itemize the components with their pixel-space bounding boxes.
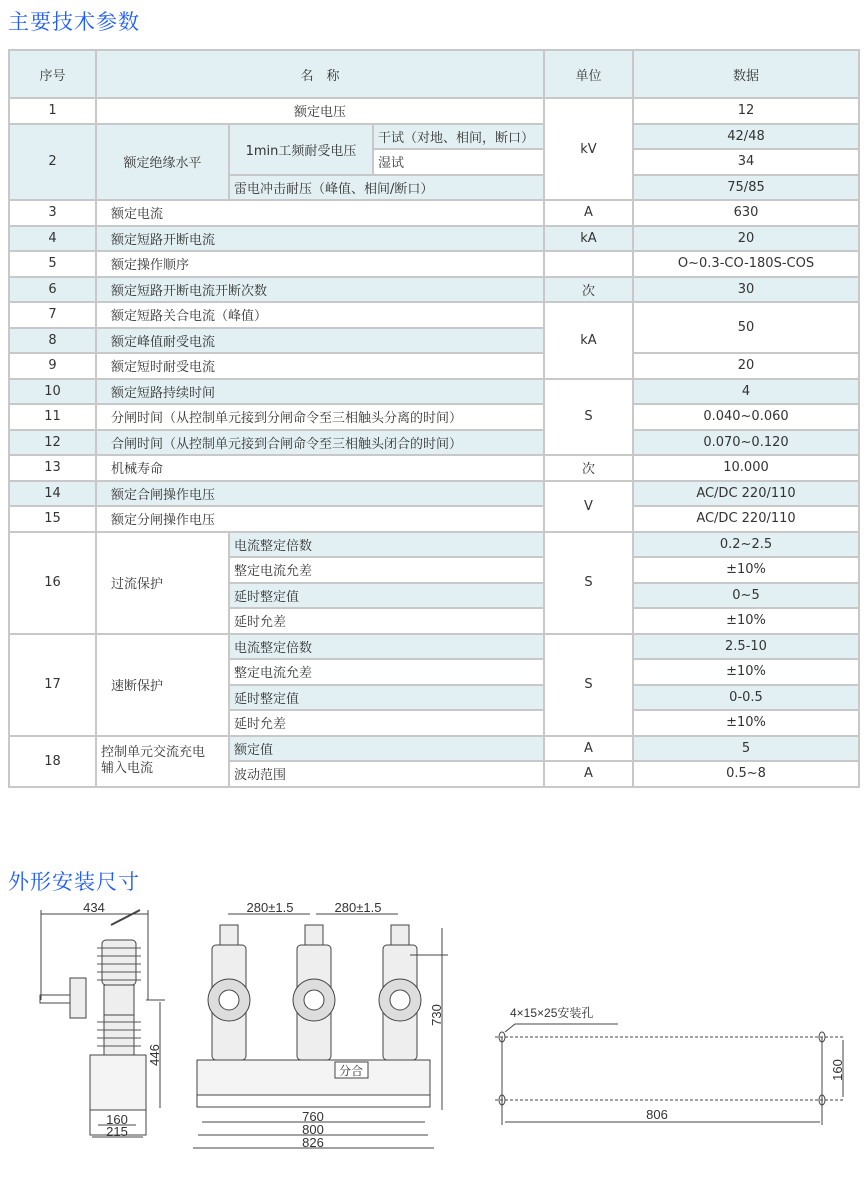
value: 2.5-10 bbox=[633, 634, 859, 660]
param-name: 机械寿命 bbox=[96, 455, 544, 481]
seq: 5 bbox=[9, 251, 96, 277]
param-name: 额定电流 bbox=[96, 200, 544, 226]
value: 0.2~2.5 bbox=[633, 532, 859, 558]
value: 5 bbox=[633, 736, 859, 762]
table-row bbox=[9, 302, 859, 328]
value: 10.000 bbox=[633, 455, 859, 481]
table-row bbox=[9, 124, 859, 150]
param-name-line: 控制单元交流充电 bbox=[101, 745, 206, 760]
table-row bbox=[9, 353, 859, 379]
value: 630 bbox=[633, 200, 859, 226]
param-name: 额定短时耐受电流 bbox=[96, 353, 544, 379]
value: AC/DC 220/110 bbox=[633, 506, 859, 532]
table-row bbox=[9, 200, 859, 226]
seq: 11 bbox=[9, 404, 96, 430]
unit: V bbox=[544, 481, 633, 532]
seq: 6 bbox=[9, 277, 96, 303]
dimension-drawings bbox=[0, 895, 867, 1180]
unit: 次 bbox=[544, 277, 633, 303]
param-name: 额定绝缘水平 bbox=[96, 124, 229, 201]
param-name: 过流保护 bbox=[96, 532, 229, 634]
unit bbox=[544, 251, 633, 277]
value: 12 bbox=[633, 98, 859, 124]
seq: 12 bbox=[9, 430, 96, 456]
param-subname: 1min工频耐受电压 bbox=[229, 124, 373, 175]
seq: 18 bbox=[9, 736, 96, 787]
value: AC/DC 220/110 bbox=[633, 481, 859, 507]
value: 20 bbox=[633, 353, 859, 379]
param-subname: 湿试 bbox=[373, 149, 544, 175]
param-name: 额定短路开断电流 bbox=[96, 226, 544, 252]
value: 34 bbox=[633, 149, 859, 175]
param-subname: 干试（对地、相间，断口） bbox=[373, 124, 544, 150]
param-subname: 电流整定倍数 bbox=[229, 634, 544, 660]
header-seq: 序号 bbox=[9, 50, 96, 98]
table-row bbox=[9, 251, 859, 277]
seq: 7 bbox=[9, 302, 96, 328]
unit: S bbox=[544, 634, 633, 736]
table-row bbox=[9, 455, 859, 481]
seq: 10 bbox=[9, 379, 96, 405]
dim-side-width: 434 bbox=[83, 900, 105, 915]
value: 75/85 bbox=[633, 175, 859, 201]
param-subname: 整定电流允差 bbox=[229, 659, 544, 685]
table-row bbox=[9, 277, 859, 303]
unit: 次 bbox=[544, 455, 633, 481]
value: ±10% bbox=[633, 710, 859, 736]
param-subname: 延时允差 bbox=[229, 710, 544, 736]
param-subname: 雷电冲击耐压（峰值、相间/断口） bbox=[229, 175, 544, 201]
param-name: 分闸时间（从控制单元接到分闸命令至三相触头分离的时间） bbox=[96, 404, 544, 430]
unit: kA bbox=[544, 302, 633, 379]
value: ±10% bbox=[633, 608, 859, 634]
section-title-specs: 主要技术参数 bbox=[8, 10, 140, 34]
unit: kV bbox=[544, 98, 633, 200]
param-subname: 波动范围 bbox=[229, 761, 544, 787]
seq: 15 bbox=[9, 506, 96, 532]
value: 50 bbox=[633, 302, 859, 353]
dim-front-760: 760 bbox=[302, 1109, 324, 1124]
header-unit: 单位 bbox=[544, 50, 633, 98]
seq: 2 bbox=[9, 124, 96, 201]
seq: 9 bbox=[9, 353, 96, 379]
param-name: 额定峰值耐受电流 bbox=[96, 328, 544, 354]
seq: 17 bbox=[9, 634, 96, 736]
unit: A bbox=[544, 200, 633, 226]
param-name: 额定短路关合电流（峰值） bbox=[96, 302, 544, 328]
table-row bbox=[9, 226, 859, 252]
value: 30 bbox=[633, 277, 859, 303]
param-name bbox=[96, 736, 229, 787]
table-row bbox=[9, 506, 859, 532]
mounting-plan bbox=[495, 1005, 845, 1125]
seq: 8 bbox=[9, 328, 96, 354]
dim-side-height: 446 bbox=[147, 1044, 162, 1066]
table-row bbox=[9, 430, 859, 456]
table-row bbox=[9, 736, 859, 762]
dim-plan-width: 806 bbox=[646, 1107, 668, 1122]
table-row bbox=[9, 634, 859, 660]
header-name: 名 称 bbox=[96, 50, 544, 98]
spec-table bbox=[8, 49, 860, 788]
param-name: 额定短路开断电流开断次数 bbox=[96, 277, 544, 303]
table-row bbox=[9, 532, 859, 558]
unit: A bbox=[544, 761, 633, 787]
value: 20 bbox=[633, 226, 859, 252]
dim-front-826: 826 bbox=[302, 1135, 324, 1150]
unit: kA bbox=[544, 226, 633, 252]
value: 0.070~0.120 bbox=[633, 430, 859, 456]
seq: 3 bbox=[9, 200, 96, 226]
value: 4 bbox=[633, 379, 859, 405]
table-row bbox=[9, 481, 859, 507]
dim-front-pitch-1: 280±1.5 bbox=[246, 900, 294, 915]
seq: 4 bbox=[9, 226, 96, 252]
dim-front-pitch-2: 280±1.5 bbox=[334, 900, 382, 915]
side-view bbox=[40, 900, 165, 1139]
front-label-open-close: 分合 bbox=[338, 1064, 364, 1078]
seq: 16 bbox=[9, 532, 96, 634]
table-row bbox=[9, 98, 859, 124]
dim-front-800: 800 bbox=[302, 1122, 324, 1137]
param-name: 额定短路持续时间 bbox=[96, 379, 544, 405]
header-data: 数据 bbox=[633, 50, 859, 98]
value: 0.5~8 bbox=[633, 761, 859, 787]
param-name: 额定分闸操作电压 bbox=[96, 506, 544, 532]
section-title-dimensions: 外形安装尺寸 bbox=[8, 870, 140, 894]
value: 0~5 bbox=[633, 583, 859, 609]
table-row bbox=[9, 379, 859, 405]
param-subname: 延时整定值 bbox=[229, 685, 544, 711]
dim-plan-depth: 160 bbox=[830, 1059, 845, 1081]
unit: S bbox=[544, 532, 633, 634]
seq: 14 bbox=[9, 481, 96, 507]
param-subname: 电流整定倍数 bbox=[229, 532, 544, 558]
param-subname: 延时允差 bbox=[229, 608, 544, 634]
param-subname: 延时整定值 bbox=[229, 583, 544, 609]
unit: S bbox=[544, 379, 633, 456]
param-name: 额定操作顺序 bbox=[96, 251, 544, 277]
value: O~0.3-CO-180S-COS bbox=[633, 251, 859, 277]
param-name: 额定合闸操作电压 bbox=[96, 481, 544, 507]
param-name-line: 辅入电流 bbox=[101, 761, 154, 776]
seq: 1 bbox=[9, 98, 96, 124]
value: ±10% bbox=[633, 659, 859, 685]
param-subname: 整定电流允差 bbox=[229, 557, 544, 583]
dim-side-base-inner: 160 bbox=[106, 1112, 128, 1127]
seq: 13 bbox=[9, 455, 96, 481]
value: ±10% bbox=[633, 557, 859, 583]
param-name: 速断保护 bbox=[96, 634, 229, 736]
dim-front-height: 730 bbox=[429, 1004, 444, 1026]
unit: A bbox=[544, 736, 633, 762]
param-name: 额定电压 bbox=[96, 98, 544, 124]
value: 42/48 bbox=[633, 124, 859, 150]
dim-side-base-outer: 215 bbox=[106, 1124, 128, 1139]
table-row bbox=[9, 404, 859, 430]
param-subname: 额定值 bbox=[229, 736, 544, 762]
table-header bbox=[9, 50, 859, 98]
mounting-holes-label: 4×15×25安装孔 bbox=[510, 1006, 594, 1020]
param-name: 合闸时间（从控制单元接到合闸命令至三相触头闭合的时间） bbox=[96, 430, 544, 456]
value: 0-0.5 bbox=[633, 685, 859, 711]
value: 0.040~0.060 bbox=[633, 404, 859, 430]
front-view bbox=[193, 900, 448, 1150]
